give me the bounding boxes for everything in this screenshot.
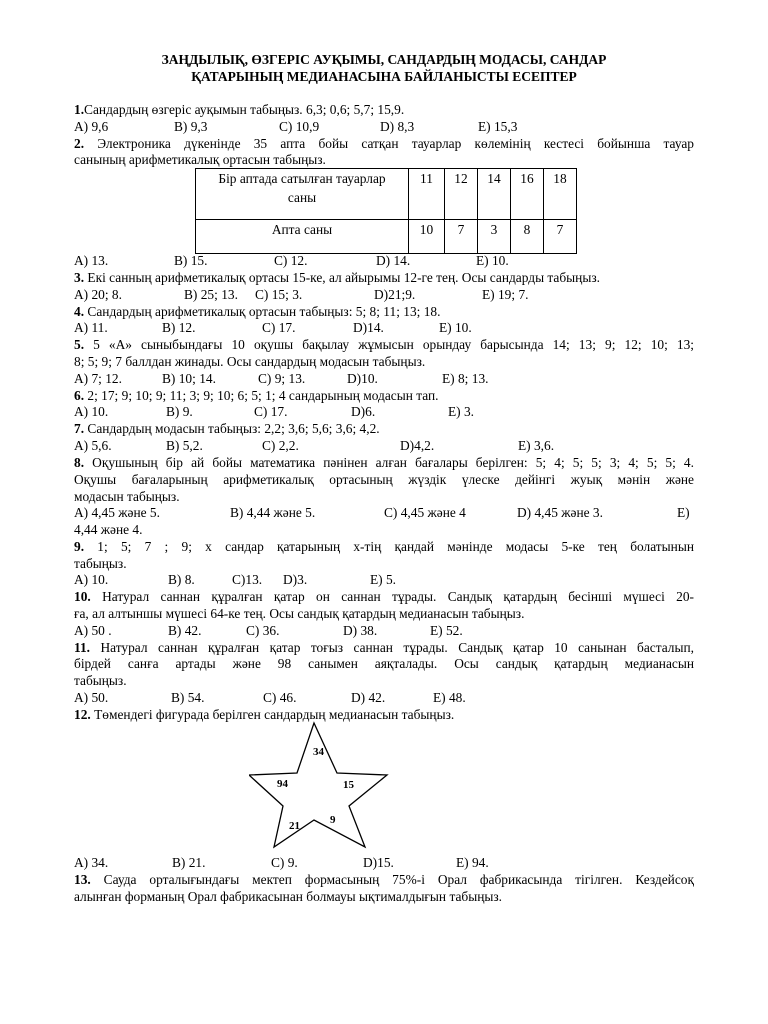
star-number: 34 [313, 746, 324, 758]
question-5-line-2: 8; 5; 9; 7 баллдан жинады. Осы сандардың модасын табыңыз. [74, 354, 426, 369]
table-cell: 18 [544, 169, 577, 220]
answer-c: С) 36. [246, 623, 280, 638]
answer-e: Е) 3. [448, 404, 475, 419]
question-number: 6. [74, 388, 85, 403]
question-2-line-2: санының арифметикалық ортасын табыңыз. [74, 152, 326, 167]
answer-e: Е) 10. [476, 253, 509, 268]
answer-e: Е) 15,3 [478, 119, 518, 134]
answer-d: D) 38. [343, 623, 378, 638]
table-cell: 14 [478, 169, 511, 220]
table-cell: 7 [544, 220, 577, 254]
answer-b: В) 15. [174, 253, 208, 268]
question-7 [74, 421, 694, 438]
answer-c: С) 10,9 [279, 119, 320, 134]
answer-a: А) 4,45 және 5. [74, 505, 160, 520]
question-4 [74, 304, 694, 321]
answer-d: D)10. [347, 371, 378, 386]
table-cell: 12 [445, 169, 478, 220]
question-10-line-2: ға, ал алтыншы мүшесі 64-ке тең. Осы сандық қатардың медианасын табыңыз. [74, 606, 525, 621]
question-number: 10. [74, 589, 91, 604]
answer-a: А) 13. [74, 253, 109, 268]
answer-e: Е) 94. [456, 855, 489, 870]
star-number: 94 [277, 778, 288, 790]
question-text: Сауда орталығындағы мектеп формасының 75%-і Орал фабрикасында тігілген. Кездейсоқ [103, 872, 694, 887]
answer-a: А) 50. [74, 690, 109, 705]
question-8-line-2: Оқушы бағаларының арифметикалық ортасының жүздік үлеске дейінгі жуық мәнін және [74, 472, 694, 487]
answer-d: D) 4,45 және 3. [517, 505, 603, 520]
answer-a: А) 50 . [74, 623, 112, 638]
question-text: Сандардың өзгеріс ауқымын табыңыз. 6,3; 0,6; 5,7; 15,9. [84, 102, 405, 117]
answer-e: Е) 48. [433, 690, 466, 705]
answer-b: В) 9,3 [174, 119, 208, 134]
title-line-1: ЗАҢДЫЛЫҚ, ӨЗГЕРІС АУҚЫМЫ, САНДАРДЫҢ МОДАСЫ, САНДАР [161, 52, 607, 67]
answer-b: В) 12. [162, 320, 196, 335]
answer-b: В) 10; 14. [162, 371, 216, 386]
answer-d: D)15. [363, 855, 394, 870]
question-9 [74, 539, 694, 556]
answer-e: Е) 52. [430, 623, 463, 638]
table-row-label: Бір аптада сатылған тауарлар саны [196, 169, 409, 220]
answer-e: Е) 10. [439, 320, 472, 335]
question-text: Оқушының бір ай бойы математика пәнінен алған бағалары берілген: 5; 4; 5; 5; 3; 4; 5; 5; 4. [92, 455, 694, 470]
star-outline [249, 723, 387, 847]
question-number: 1. [74, 102, 85, 117]
answer-a: А) 9,6 [74, 119, 109, 134]
answer-b: В) 8. [168, 572, 195, 587]
answer-d: D)4,2. [400, 438, 435, 453]
table-cell: 10 [409, 220, 445, 254]
answer-c: С) 9; 13. [258, 371, 306, 386]
question-number: 2. [74, 136, 85, 151]
question-11-line-3: табыңыз. [74, 673, 127, 688]
answer-b: В) 5,2. [166, 438, 203, 453]
answer-c: С) 46. [263, 690, 297, 705]
answer-a: А) 10. [74, 404, 109, 419]
question-number: 5. [74, 337, 85, 352]
question-8-line-3: модасын табыңыз. [74, 489, 180, 504]
answer-c: С) 9. [271, 855, 298, 870]
answer-c: С) 17. [262, 320, 296, 335]
table-cell: 16 [511, 169, 544, 220]
answer-a: А) 34. [74, 855, 109, 870]
star-number: 15 [343, 779, 354, 791]
question-9-line-2: табыңыз. [74, 556, 127, 571]
question-number: 11. [74, 640, 90, 655]
question-text: Сандардың арифметикалық ортасын табыңыз: 5; 8; 11; 13; 18. [87, 304, 441, 319]
answer-a: А) 20; 8. [74, 287, 122, 302]
question-number: 13. [74, 872, 91, 887]
question-text: 5 «А» сыныбындағы 10 оқушы бақылау жұмысын орындау барысында 14; 13; 9; 12; 10; 13; [93, 337, 694, 352]
table-cell: 7 [445, 220, 478, 254]
star-number: 9 [330, 814, 336, 826]
question-1 [74, 102, 694, 119]
question-number: 4. [74, 304, 85, 319]
table-row [196, 169, 577, 220]
question-text: Екі санның арифметикалық ортасы 15-ке, ал айырымы 12-ге тең. Осы сандарды табыңыз. [87, 270, 600, 285]
question-number: 8. [74, 455, 85, 470]
question-text: Натурал саннан құралған қатар тоғыз саннан тұрады. Сандық қатар 10 санынан басталып, [100, 640, 694, 655]
title-line-2: ҚАТАРЫНЫҢ МЕДИАНАСЫНА БАЙЛАНЫСТЫ ЕСЕПТЕР [191, 69, 577, 84]
answer-e: Е) 5. [370, 572, 397, 587]
answer-d: D) 42. [351, 690, 386, 705]
answer-d: D) 8,3 [380, 119, 415, 134]
answer-e: Е) [677, 505, 690, 520]
answer-a: А) 7; 12. [74, 371, 122, 386]
question-text: Төмендегі фигурада берілген сандардың медианасын табыңыз. [94, 707, 455, 722]
answer-b: В) 9. [166, 404, 193, 419]
question-text: Натурал саннан құралған қатар он саннан тұрады. Сандық қатардың бесінші мүшесі 20- [102, 589, 694, 604]
question-5 [74, 337, 694, 354]
answer-c: С) 4,45 және 4 [384, 505, 466, 520]
answer-c: С) 12. [274, 253, 308, 268]
table-cell: 11 [409, 169, 445, 220]
table-row-label: Апта саны [196, 220, 409, 254]
answer-e: Е) 8; 13. [442, 371, 489, 386]
question-number: 9. [74, 539, 85, 554]
question-10 [74, 589, 694, 606]
question-number: 7. [74, 421, 85, 436]
sales-table [195, 168, 577, 254]
answer-e: Е) 19; 7. [482, 287, 529, 302]
question-3 [74, 270, 694, 287]
answer-d: D)21;9. [374, 287, 416, 302]
question-2 [74, 136, 694, 153]
answer-e: Е) 3,6. [518, 438, 555, 453]
question-13 [74, 872, 694, 889]
answer-a: А) 5,6. [74, 438, 112, 453]
question-number: 3. [74, 270, 85, 285]
question-text: 1; 5; 7 ; 9; x сандар қатарының x-тің қандай мәнінде модасы 5-ке тең болатынын [97, 539, 694, 554]
question-text: 2; 17; 9; 10; 9; 11; 3; 9; 10; 6; 5; 1; 4 сандарының модасын тап. [87, 388, 439, 403]
answer-b: В) 54. [171, 690, 205, 705]
answer-d: D)3. [283, 572, 308, 587]
question-6 [74, 388, 694, 405]
answer-c: С) 2,2. [262, 438, 299, 453]
answer-a: А) 10. [74, 572, 109, 587]
answer-c: С) 15; 3. [255, 287, 303, 302]
question-13-line-2: алынған форманың Орал фабрикасынан болмауы ықтималдығын табыңыз. [74, 889, 503, 904]
answer-b: В) 25; 13. [184, 287, 238, 302]
answer-d: D)14. [353, 320, 384, 335]
question-text: Сандардың модасын табыңыз: 2,2; 3,6; 5,6; 3,6; 4,2. [87, 421, 380, 436]
table-cell: 8 [511, 220, 544, 254]
question-11-line-2: бірдей санға артады және 98 санымен аяқталады. Осы сандық қатардың медианасын [74, 656, 694, 671]
table-row [196, 220, 577, 254]
answer-d: D) 14. [376, 253, 411, 268]
table-cell: 3 [478, 220, 511, 254]
answer-d: D)6. [351, 404, 376, 419]
question-text: Электроника дүкенінде 35 апта бойы сатқан тауарлар көлемінің кестесі бойынша тауар [97, 136, 694, 151]
answer-c: С)13. [232, 572, 263, 587]
star-number: 21 [289, 820, 300, 832]
star-figure [249, 720, 469, 850]
answer-a: А) 11. [74, 320, 108, 335]
page-title [74, 51, 694, 85]
question-8 [74, 455, 694, 472]
question-11 [74, 640, 694, 657]
question-number: 12. [74, 707, 91, 722]
answer-continuation: 4,44 және 4. [74, 522, 143, 537]
answer-c: С) 17. [254, 404, 288, 419]
answer-b: В) 42. [168, 623, 202, 638]
answer-b: В) 4,44 және 5. [230, 505, 316, 520]
answer-b: В) 21. [172, 855, 206, 870]
